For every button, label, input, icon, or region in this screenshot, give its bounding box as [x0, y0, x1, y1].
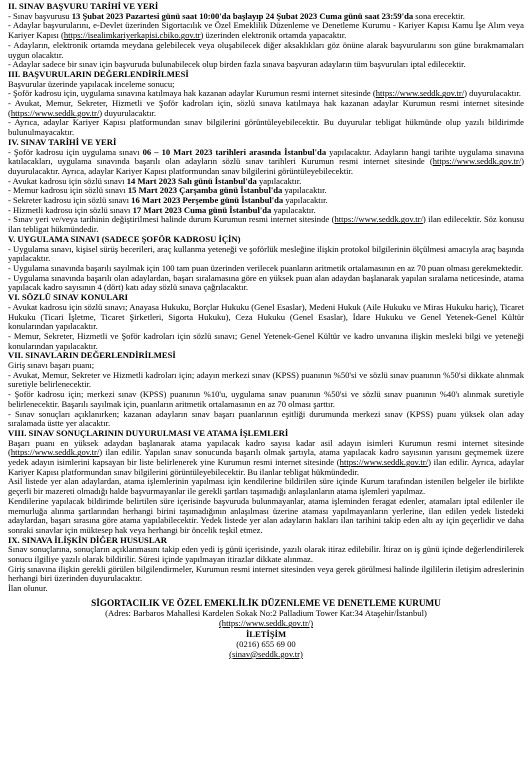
section-paragraph: [8, 41, 524, 60]
website-link[interactable]: https://www.seddk.gov.tr/: [339, 457, 429, 468]
paragraph-text: - Memur kadrosu için sözlü sınavı: [8, 185, 128, 196]
website-link[interactable]: https://www.seddk.gov.tr/: [334, 214, 423, 225]
paragraph-text: yapılacaktır.: [283, 195, 328, 206]
emphasized-text: 06 – 10 Mart 2023 tarihleri arasında İstanbul'da: [142, 146, 327, 157]
section-paragraph: [8, 497, 524, 536]
footer-website-link[interactable]: (https://www.seddk.gov.tr/): [218, 618, 314, 629]
section-title: V. UYGULAMA SINAVI (SADECE ŞOFÖR KADROSU İÇİN): [8, 233, 241, 244]
section-paragraph: [8, 371, 524, 390]
paragraph-text: - Avukat, Memur, Sekreter, Hizmetli ve Şoför kadroları için, sözlü sınava katılmaya hak kazanan adaylar Kurumun resmi internet sitesinde (: [8, 98, 524, 118]
paragraph-text: Giriş sınavı başarı puanı;: [8, 360, 95, 371]
paragraph-text: - Memur, Sekreter, Hizmetli ve Şoför kadroları için sözlü sınavı; Genel Yetenek-Genel Kültür ve kadro unvanına ilişkin mesleki bilgi ve yeteneği konularından yapılacaktır.: [8, 330, 524, 351]
announcement-document: [8, 2, 524, 659]
paragraph-text: - Sekreter kadrosu için sözlü sınavı: [8, 195, 132, 206]
paragraph-text: - Sınav sonuçları açıklanırken; kazanan adayların sınav başarı puanlarının eşitliği durumunda merkezi sınav (KPSS) puanı yüksek olan aday sıralamada üstte yer alacaktır.: [8, 408, 524, 429]
document-footer: [8, 598, 524, 659]
section-title: VI. SÖZLÜ SINAV KONULARI: [8, 292, 129, 303]
footer-address: (Adres: Barbaros Mahallesi Kardelen Sokak No:2 Palladium Tower Kat:34 Ataşehir/İstanbul): [105, 608, 427, 619]
paragraph-text: - Uygulama sınavında başarılı olan adaylardan, başarı sıralamasına göre en yüksek puan alan adaydan başlanarak yapılan sıralama neticesinde, atama yapılacak kadro sayısının 4 (dört) katı aday sözlü sınava çağrılacaktır.: [8, 272, 524, 293]
paragraph-text: Başarı puanı en yüksek adaydan başlanarak atama yapılacak kadro sayısı kadar asil adayın isimleri Kurumun resmi internet sitesinde (: [8, 437, 524, 458]
paragraph-text: - Uygulama sınavı, kişisel sürüş becerileri, araç kullanma yeteneği ve şoförlük mesleğine ilişkin protokol bilgilerinin ölçülmesi amacıyla araç başında yapılacaktır.: [8, 243, 524, 264]
paragraph-text: - Avukat kadrosu için sözlü sınavı: [8, 175, 127, 186]
section-paragraph: [8, 245, 524, 264]
paragraph-text: ) ilan edilecektir. Söz konusu ilan tebligat hükmündedir.: [8, 214, 524, 235]
paragraph-text: ) üzerinden elektronik ortamda yapacaktır.: [200, 30, 347, 41]
paragraph-text: - Sınav yeri ve/veya tarihinin değiştirilmesi halinde durum Kurumun resmi internet sitesinde (: [8, 214, 335, 225]
section-paragraph: [8, 565, 524, 584]
section-title: II. SINAV BAŞVURU TARİHİ VE YERİ: [8, 1, 159, 11]
section-paragraph: [8, 390, 524, 409]
emphasized-text: 16 Mart 2023 Perşembe günü İstanbul'da: [131, 195, 284, 206]
footer-org-name: SİGORTACILIK VE ÖZEL EMEKLİLİK DÜZENLEME VE DENETLEME KURUMU: [91, 597, 441, 608]
section-paragraph: [8, 410, 524, 429]
section-paragraph: [8, 332, 524, 351]
document-body: [8, 2, 524, 594]
paragraph-text: - Avukat kadrosu için sözlü sınavı; Anayasa Hukuku, Borçlar Hukuku (Genel Esaslar), Medeni Hukuk (Aile Hukuku ve Miras Hukuku hariç), Ticaret Hukuku (Ticari İşletme, Ticaret Şirketleri, Sigorta Hukuku), Ceza Hukuku (Genel Esaslar), İdare Hukuku ve Genel Yetenek-Genel Kültür konularından yapılacaktır.: [8, 301, 524, 332]
paragraph-text: - Ayrıca, adaylar Kariyer Kapısı platformundan sınav bilgilerini görüntüleyebilecektir. Bu duyurular tebligat hükmünde olup yazılı bildirimde bulunulmayacaktır.: [8, 117, 524, 138]
website-link[interactable]: https://www.seddk.gov.tr/: [10, 447, 100, 458]
website-link[interactable]: https://www.seddk.gov.tr/: [375, 88, 465, 99]
paragraph-text: yapılacaktır.: [256, 175, 302, 186]
emphasized-text: 15 Mart 2023 Çarşamba günü İstanbul'da: [127, 185, 283, 196]
section-paragraph: [8, 21, 524, 40]
paragraph-text: ) ilan edilir. Yapılan sınav sonucunda başarılı olmak şartıyla, atama yapılacak kadro sayısının yarısını geçmemek üzere yedek adayın isimlerini kapsayan bir liste belirlenerek yine Kurumun resmi internet sitesinde (: [8, 447, 524, 468]
paragraph-text: yapılacaktır. Adayların hangi tarihte uygulama sınavına katılacakları, uygulama sınavında başarılı olan adayların sözlü sınav tarihleri Kurumun resmi internet sitesinde (: [8, 146, 524, 167]
section-paragraph: [8, 118, 524, 137]
section-title: IV. SINAV TARİHİ VE YERİ: [8, 136, 117, 147]
paragraph-text: - Adayların, elektronik ortamda meydana gelebilecek veya oluşabilecek diğer aksaklıkları göz önüne alarak başvurularını son güne bırakmamaları uygun olacaktır.: [8, 39, 524, 60]
section-paragraph: [8, 274, 524, 293]
section-title: VII. SINAVLARIN DEĞERLENDİRİLMESİ: [8, 350, 176, 361]
paragraph-text: - Şoför kadrosu için; merkezi sınav (KPSS) puanının %10'u, uygulama sınav puanının %50'si ve sözlü sınav puanının %40'ı alınmak suretiyle belirlenecektir. Başarılı sayılmak için, puanların aritmetik ortalamasının en az 70 olması şarttır.: [8, 389, 524, 409]
section-title: VIII. SINAV SONUÇLARININ DUYURULMASI VE ATAMA İŞLEMLERİ: [8, 427, 289, 438]
paragraph-text: ) duyurulacaktır.: [99, 107, 157, 118]
paragraph-text: yapılacaktır.: [282, 185, 327, 196]
emphasized-text: 13 Şubat 2023 Pazartesi günü saat 10:00'da başlayıp 24 Şubat 2023 Cuma günü saat 23:59'da: [71, 10, 414, 21]
section-paragraph: [8, 477, 524, 496]
section-paragraph: [8, 584, 524, 594]
paragraph-text: Başvurular üzerinde yapılacak inceleme sonucu;: [8, 78, 175, 89]
paragraph-text: ) ilan edilir. Ayrıca, adaylar Kariyer Kapısı platformundan sınav bilgilerini görüntüleyebilecektir. Bu ilanlar tebligat hükmündedir.: [8, 457, 524, 477]
paragraph-text: Sınav sonuçlarına, sonuçların açıklanmasını takip eden yedi iş günü içerisinde, yazılı olarak itiraz edilebilir. İtiraz on iş günü içinde değerlendirilerek sonucu ilgiliye yazılı olarak bildirilir. Süresi içinde yapılmayan itirazlar dikkate alınmaz.: [8, 544, 524, 565]
section-paragraph: [8, 148, 524, 177]
footer-contact-title: İLETİŞİM: [245, 628, 287, 639]
section-paragraph: [8, 545, 524, 564]
section-title: III. BAŞVURULARIN DEĞERLENDİRİLMESİ: [8, 68, 189, 79]
website-link[interactable]: https://www.seddk.gov.tr/: [10, 107, 100, 118]
paragraph-text: - Şoför kadrosu için uygulama sınavı: [8, 146, 143, 157]
paragraph-text: Asil listede yer alan adaylardan, atama işlemlerinin yapılması için kendilerine bildirilen süre içinde Kurum tarafından istenilen belgeler ile birlikte geçerli bir mazereti olmadığı halde başvurmayanlar ile gerekli şartları taşımadığı anlaşılanların atama işlemleri yapılmaz.: [8, 476, 524, 497]
paragraph-text: - Sınav başvurusu: [8, 10, 72, 21]
section-paragraph: [8, 99, 524, 118]
emphasized-text: 14 Mart 2023 Salı günü İstanbul'da: [126, 175, 257, 186]
section-paragraph: [8, 303, 524, 332]
paragraph-text: yapılacaktır.: [271, 204, 316, 215]
footer-phone: (0216) 655 69 00: [236, 638, 296, 649]
paragraph-text: sona erecektir.: [413, 10, 465, 21]
paragraph-text: - Uygulama sınavında başarılı sayılmak için 100 tam puan üzerinden verilecek puanların aritmetik ortalamasının en az 70 puan olması gerekmektedir.: [8, 262, 523, 273]
website-link[interactable]: https://www.seddk.gov.tr/: [432, 156, 522, 167]
paragraph-text: - Şoför kadrosu için, uygulama sınavına katılmaya hak kazanan adaylar Kurumun resmi internet sitesinde (: [8, 88, 376, 99]
paragraph-text: İlan olunur.: [8, 583, 48, 594]
footer-email-link[interactable]: (sinav@seddk.gov.tr): [229, 648, 303, 659]
emphasized-text: 17 Mart 2023 Cuma günü İstanbul'da: [132, 204, 272, 215]
paragraph-text: - Hizmetli kadrosu için sözlü sınavı: [8, 204, 133, 215]
paragraph-text: ) duyurulacaktır. Ayrıca, adaylar Kariyer Kapısı platformundan sınav bilgilerini görüntüleyebilecektir.: [8, 156, 524, 176]
paragraph-text: - Avukat, Memur, Sekreter ve Hizmetli kadroları için; adayın merkezi sınav (KPSS) puanının %50'si ve sözlü sınav puanının %50'si dikkate alınmak suretiyle belirlenecektir.: [8, 369, 524, 390]
section-paragraph: [8, 439, 524, 478]
section-paragraph: [8, 215, 524, 234]
paragraph-text: Giriş sınavına ilişkin gerekli görülen bilgilendirmeler, Kurumun resmi internet sitesinden veya gerek görülmesi halinde ilgililerin iletişim adreslerinin herhangi biri üzerinden duyurulacaktır.: [8, 563, 524, 584]
paragraph-text: Kendilerine yapılacak bildirimde belirtilen süre içerisinde başvuruda bulunmayanlar, atama işleminden feragat edenler, atamaları iptal edilenler ile memurluğa alınma şartlarından herhangi birini taşımadığının anlaşılması üzerine ataması yapılmayanların yerlerine, ilan edilen yedek listedeki adaylardan, başarı sırasına göre atama yapılabilecektir. Yedek listede yer alan adayların hakları ilan tarihini takip eden altı ay için geçerlidir ve daha sonraki sınavlar için müktesep hak veya herhangi bir öncelik teşkil etmez.: [8, 495, 524, 535]
section-title: IX. SINAVA İLİŞKİN DİĞER HUSUSLAR: [8, 534, 167, 545]
paragraph-text: - Adaylar başvurularını, e-Devlet üzerinden Sigortacılık ve Özel Emeklilik Düzenleme ve Denetleme Kurumu - Kariyer Kapısı Kamu İşe Alım veya Kariyer Kapısı (: [8, 20, 524, 41]
website-link[interactable]: https://isealimkariyerkapisi.cbiko.gov.tr: [63, 30, 201, 41]
paragraph-text: ) duyurulacaktır.: [464, 88, 521, 99]
paragraph-text: - Adaylar sadece bir sınav için başvuruda bulunabilecek olup birden fazla sınava başvuran adayların tüm başvuruları iptal edilecektir.: [8, 59, 466, 70]
